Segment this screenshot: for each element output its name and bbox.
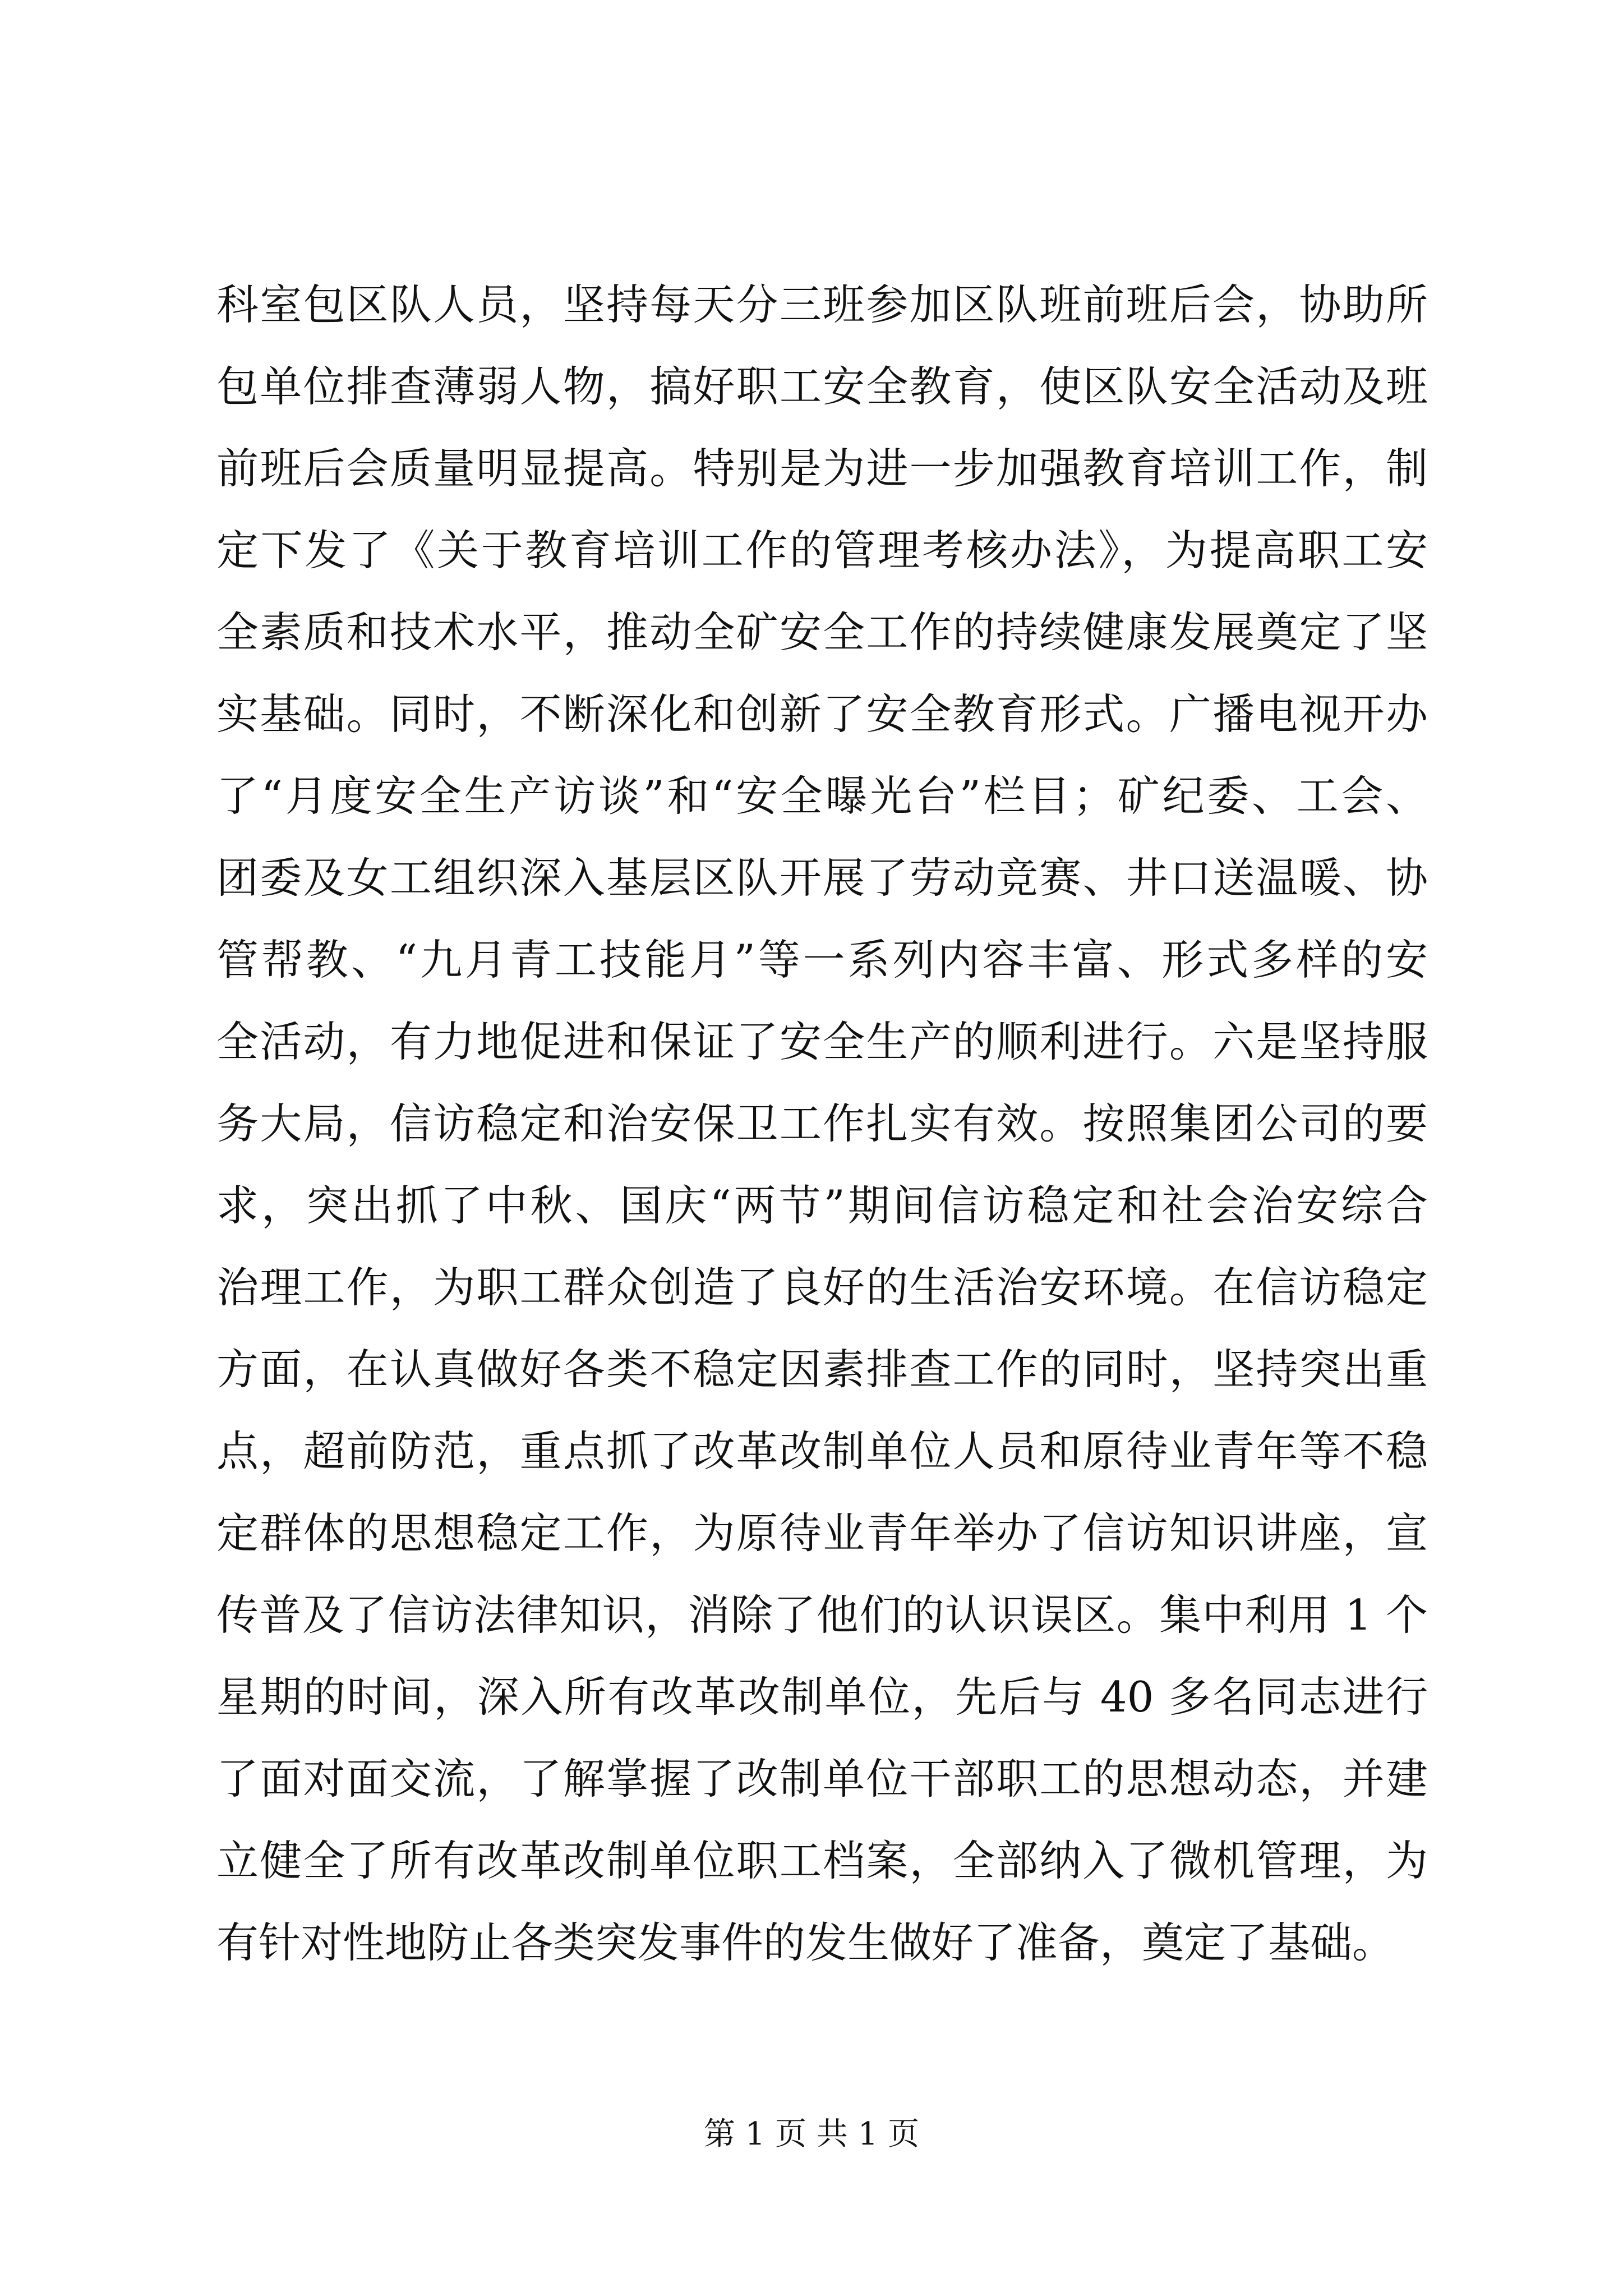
text-line: 有针对性地防止各类突发事件的发生做好了准备，奠定了基础。 (216, 1918, 1395, 1967)
text-line: 全活动，有力地促进和保证了安全生产的顺利进行。六是坚持服 (216, 1017, 1428, 1066)
page-footer (0, 2115, 1623, 2154)
text-line: 了“月度安全生产访谈”和“安全曝光台”栏目；矿纪委、工会、 (216, 771, 1428, 821)
text-line: 前班后会质量明显提高。特别是为进一步加强教育培训工作，制 (216, 444, 1428, 493)
text-line: 点，超前防范，重点抓了改革改制单位人员和原待业青年等不稳 (216, 1427, 1428, 1476)
text-line: 包单位排查薄弱人物，搞好职工安全教育，使区队安全活动及班 (216, 362, 1428, 411)
text-line: 全素质和技术水平，推动全矿安全工作的持续健康发展奠定了坚 (216, 608, 1428, 657)
text-line: 了面对面交流，了解掌握了改制单位干部职工的思想动态，并建 (216, 1754, 1428, 1803)
text-line: 管帮教、“九月青工技能月”等一系列内容丰富、形式多样的安 (216, 935, 1428, 984)
text-line: 团委及女工组织深入基层区队开展了劳动竞赛、井口送温暖、协 (216, 853, 1428, 903)
text-line: 传普及了信访法律知识，消除了他们的认识误区。集中利用 1 个 (216, 1590, 1428, 1640)
text-line: 求，突出抓了中秋、国庆“两节”期间信访稳定和社会治安综合 (216, 1181, 1428, 1230)
text-line: 务大局，信访稳定和治安保卫工作扎实有效。按照集团公司的要 (216, 1099, 1428, 1148)
text-line: 立健全了所有改革改制单位职工档案，全部纳入了微机管理，为 (216, 1836, 1428, 1885)
text-line: 定下发了《关于教育培训工作的管理考核办法》，为提高职工安 (216, 526, 1428, 575)
text-line: 科室包区队人员，坚持每天分三班参加区队班前班后会，协助所 (216, 280, 1428, 329)
text-line: 方面，在认真做好各类不稳定因素排查工作的同时，坚持突出重 (216, 1345, 1428, 1394)
page-number-label: 第 1 页 共 1 页 (703, 2116, 920, 2152)
text-line: 定群体的思想稳定工作，为原待业青年举办了信访知识讲座，宣 (216, 1508, 1428, 1558)
text-line: 治理工作，为职工群众创造了良好的生活治安环境。在信访稳定 (216, 1263, 1428, 1312)
text-line: 实基础。同时，不断深化和创新了安全教育形式。广播电视开办 (216, 689, 1428, 739)
text-line: 星期的时间，深入所有改革改制单位，先后与 40 多名同志进行 (216, 1672, 1428, 1722)
body-paragraph (216, 264, 1428, 1984)
